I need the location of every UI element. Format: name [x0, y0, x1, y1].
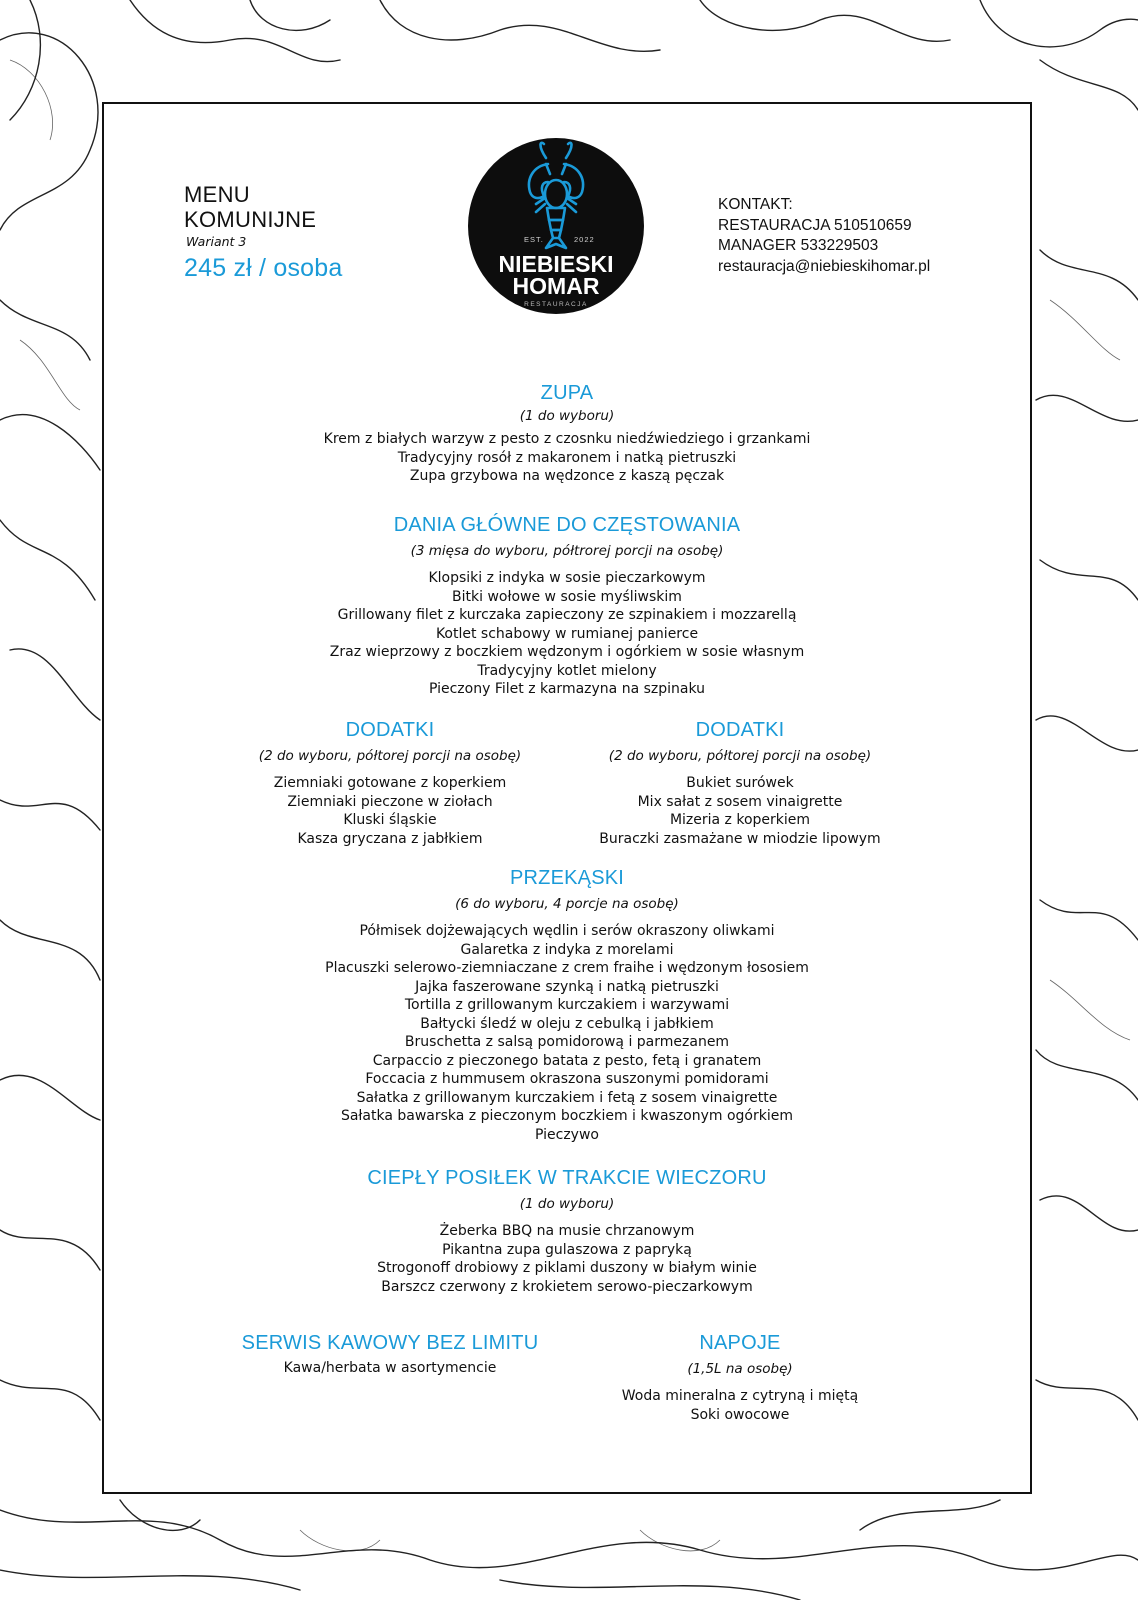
- item-list: [104, 922, 1030, 1144]
- variant-label: Wariant 3: [186, 234, 247, 249]
- list-item: Tortilla z grillowanym kurczakiem i warzywami: [404, 997, 730, 1013]
- list-item: Woda mineralna z cytryną i miętą: [621, 1388, 859, 1404]
- section-napoje: [540, 1332, 940, 1424]
- list-item: Kluski śląskie: [343, 812, 437, 828]
- contact-manager-phone: MANAGER 533229503: [718, 237, 879, 254]
- item-list: [190, 774, 590, 848]
- section-title: CIEPŁY POSIŁEK W TRAKCIE WIECZORU: [367, 1167, 767, 1189]
- section-dodatki-right: [540, 719, 940, 848]
- logo-est: EST.: [524, 235, 544, 244]
- logo-name-line2: HOMAR: [512, 273, 600, 299]
- list-item: Pieczony Filet z karmazyna na szpinaku: [428, 681, 706, 697]
- list-item: Barszcz czerwony z krokietem serowo-pieczarkowym: [381, 1278, 753, 1295]
- list-item: Carpaccio z pieczonego batata z pesto, fetą i granatem: [372, 1052, 762, 1069]
- section-subtitle: (1,5L na osobę): [687, 1361, 793, 1377]
- list-item: Krem z białych warzyw z pesto z czosnku niedźwiedziego i grzankami: [323, 431, 811, 447]
- item-list: [104, 1222, 1030, 1296]
- section-title: SERWIS KAWOWY BEZ LIMITU: [241, 1332, 539, 1354]
- item-list: [540, 774, 940, 848]
- list-item: Zraz wieprzowy z boczkiem wędzonym i ogórkiem w sosie własnym: [329, 644, 805, 660]
- section-title: PRZEKĄSKI: [509, 867, 625, 889]
- item-list: [540, 1387, 940, 1424]
- list-item: Soki owocowe: [690, 1406, 790, 1423]
- contact-heading: KONTAKT:: [718, 196, 793, 213]
- list-item: Tradycyjny rosół z makaronem i natką pietruszki: [397, 449, 737, 466]
- list-item: Mix sałat z sosem vinaigrette: [637, 793, 843, 810]
- contact-email[interactable]: restauracja@niebieskihomar.pl: [718, 257, 931, 275]
- list-item: Bałtycki śledź w oleju z cebulką i jabłkiem: [420, 1015, 714, 1032]
- section-serwis-kawowy: [190, 1332, 590, 1378]
- section-title: DODATKI: [345, 719, 435, 741]
- menu-title-line2: KOMUNIJNE: [184, 207, 317, 232]
- logo-year: 2022: [574, 235, 595, 244]
- section-subtitle: (1 do wyboru): [519, 408, 615, 424]
- restaurant-logo: [468, 138, 644, 314]
- list-item: Półmisek dojżewających wędlin i serów okraszony oliwkami: [359, 923, 775, 939]
- section-subtitle: (3 mięsa do wyboru, półtrorej porcji na osobę): [410, 543, 724, 559]
- section-title: ZUPA: [540, 382, 594, 404]
- logo-tagline: RESTAURACJA: [524, 301, 588, 308]
- item-list: [104, 430, 1030, 486]
- list-item: Zupa grzybowa na wędzonce z kaszą pęczak: [409, 468, 725, 484]
- contact-block: [718, 195, 930, 277]
- section-subtitle: (2 do wyboru, półtorej porcji na osobę): [608, 748, 872, 764]
- menu-title: [184, 182, 316, 232]
- section-subtitle: (1 do wyboru): [519, 1196, 615, 1212]
- contact-restaurant-phone: RESTAURACJA 510510659: [718, 216, 912, 234]
- list-item: Pikantna zupa gulaszowa z papryką: [442, 1241, 692, 1258]
- price-label: 245 zł / osoba: [184, 254, 343, 282]
- section-dania: [104, 514, 1030, 699]
- list-item: Sałatka bawarska z pieczonym boczkiem i kwaszonym ogórkiem: [340, 1108, 794, 1124]
- section-subtitle: (6 do wyboru, 4 porcje na osobę): [455, 896, 679, 912]
- list-item: Grillowany filet z kurczaka zapieczony ze szpinakiem i mozzarellą: [337, 607, 797, 623]
- section-zupa: [104, 382, 1030, 486]
- list-item: Klopsiki z indyka w sosie pieczarkowym: [428, 570, 706, 586]
- list-item: Pieczywo: [535, 1126, 599, 1143]
- list-item: Bruschetta z salsą pomidorową i parmezanem: [404, 1034, 730, 1050]
- list-item: Ziemniaki pieczone w ziołach: [287, 793, 493, 810]
- menu-panel: [102, 102, 1032, 1494]
- list-item: Bitki wołowe w sosie myśliwskim: [452, 588, 682, 605]
- item-list: [104, 569, 1030, 699]
- list-item: Kasza gryczana z jabłkiem: [297, 830, 483, 847]
- list-item: Jajka faszerowane szynką i natką pietruszki: [415, 978, 719, 995]
- menu-title-line1: MENU: [184, 182, 250, 207]
- list-item: Tradycyjny kotlet mielony: [477, 662, 657, 679]
- list-item: Buraczki zasmażane w miodzie lipowym: [599, 830, 881, 847]
- list-item: Galaretka z indyka z morelami: [460, 941, 674, 958]
- section-title: NAPOJE: [699, 1332, 781, 1354]
- list-item: Bukiet surówek: [686, 775, 794, 791]
- section-title: DODATKI: [695, 719, 785, 741]
- list-item: Ziemniaki gotowane z koperkiem: [273, 775, 507, 791]
- list-item: Foccacia z hummusem okraszona suszonymi pomidorami: [365, 1071, 769, 1087]
- list-item: Mizeria z koperkiem: [669, 812, 811, 828]
- item-list: [190, 1359, 590, 1378]
- list-item: Kotlet schabowy w rumianej panierce: [435, 625, 699, 642]
- section-subtitle: (2 do wyboru, półtorej porcji na osobę): [258, 748, 522, 764]
- list-item: Kawa/herbata w asortymencie: [283, 1360, 497, 1376]
- section-title: DANIA GŁÓWNE DO CZĘSTOWANIA: [393, 514, 741, 536]
- logo-name-line1: NIEBIESKI: [498, 251, 614, 277]
- section-dodatki-left: [190, 719, 590, 848]
- list-item: Żeberka BBQ na musie chrzanowym: [439, 1223, 695, 1239]
- section-cieply-posilek: [104, 1167, 1030, 1296]
- list-item: Strogonoff drobiowy z piklami duszony w białym winie: [377, 1260, 757, 1276]
- list-item: Placuszki selerowo-ziemniaczane z crem fraihe i wędzonym łososiem: [325, 960, 809, 976]
- list-item: Sałatka z grillowanym kurczakiem i fetą z sosem vinaigrette: [356, 1089, 778, 1106]
- section-przekaski: [104, 867, 1030, 1144]
